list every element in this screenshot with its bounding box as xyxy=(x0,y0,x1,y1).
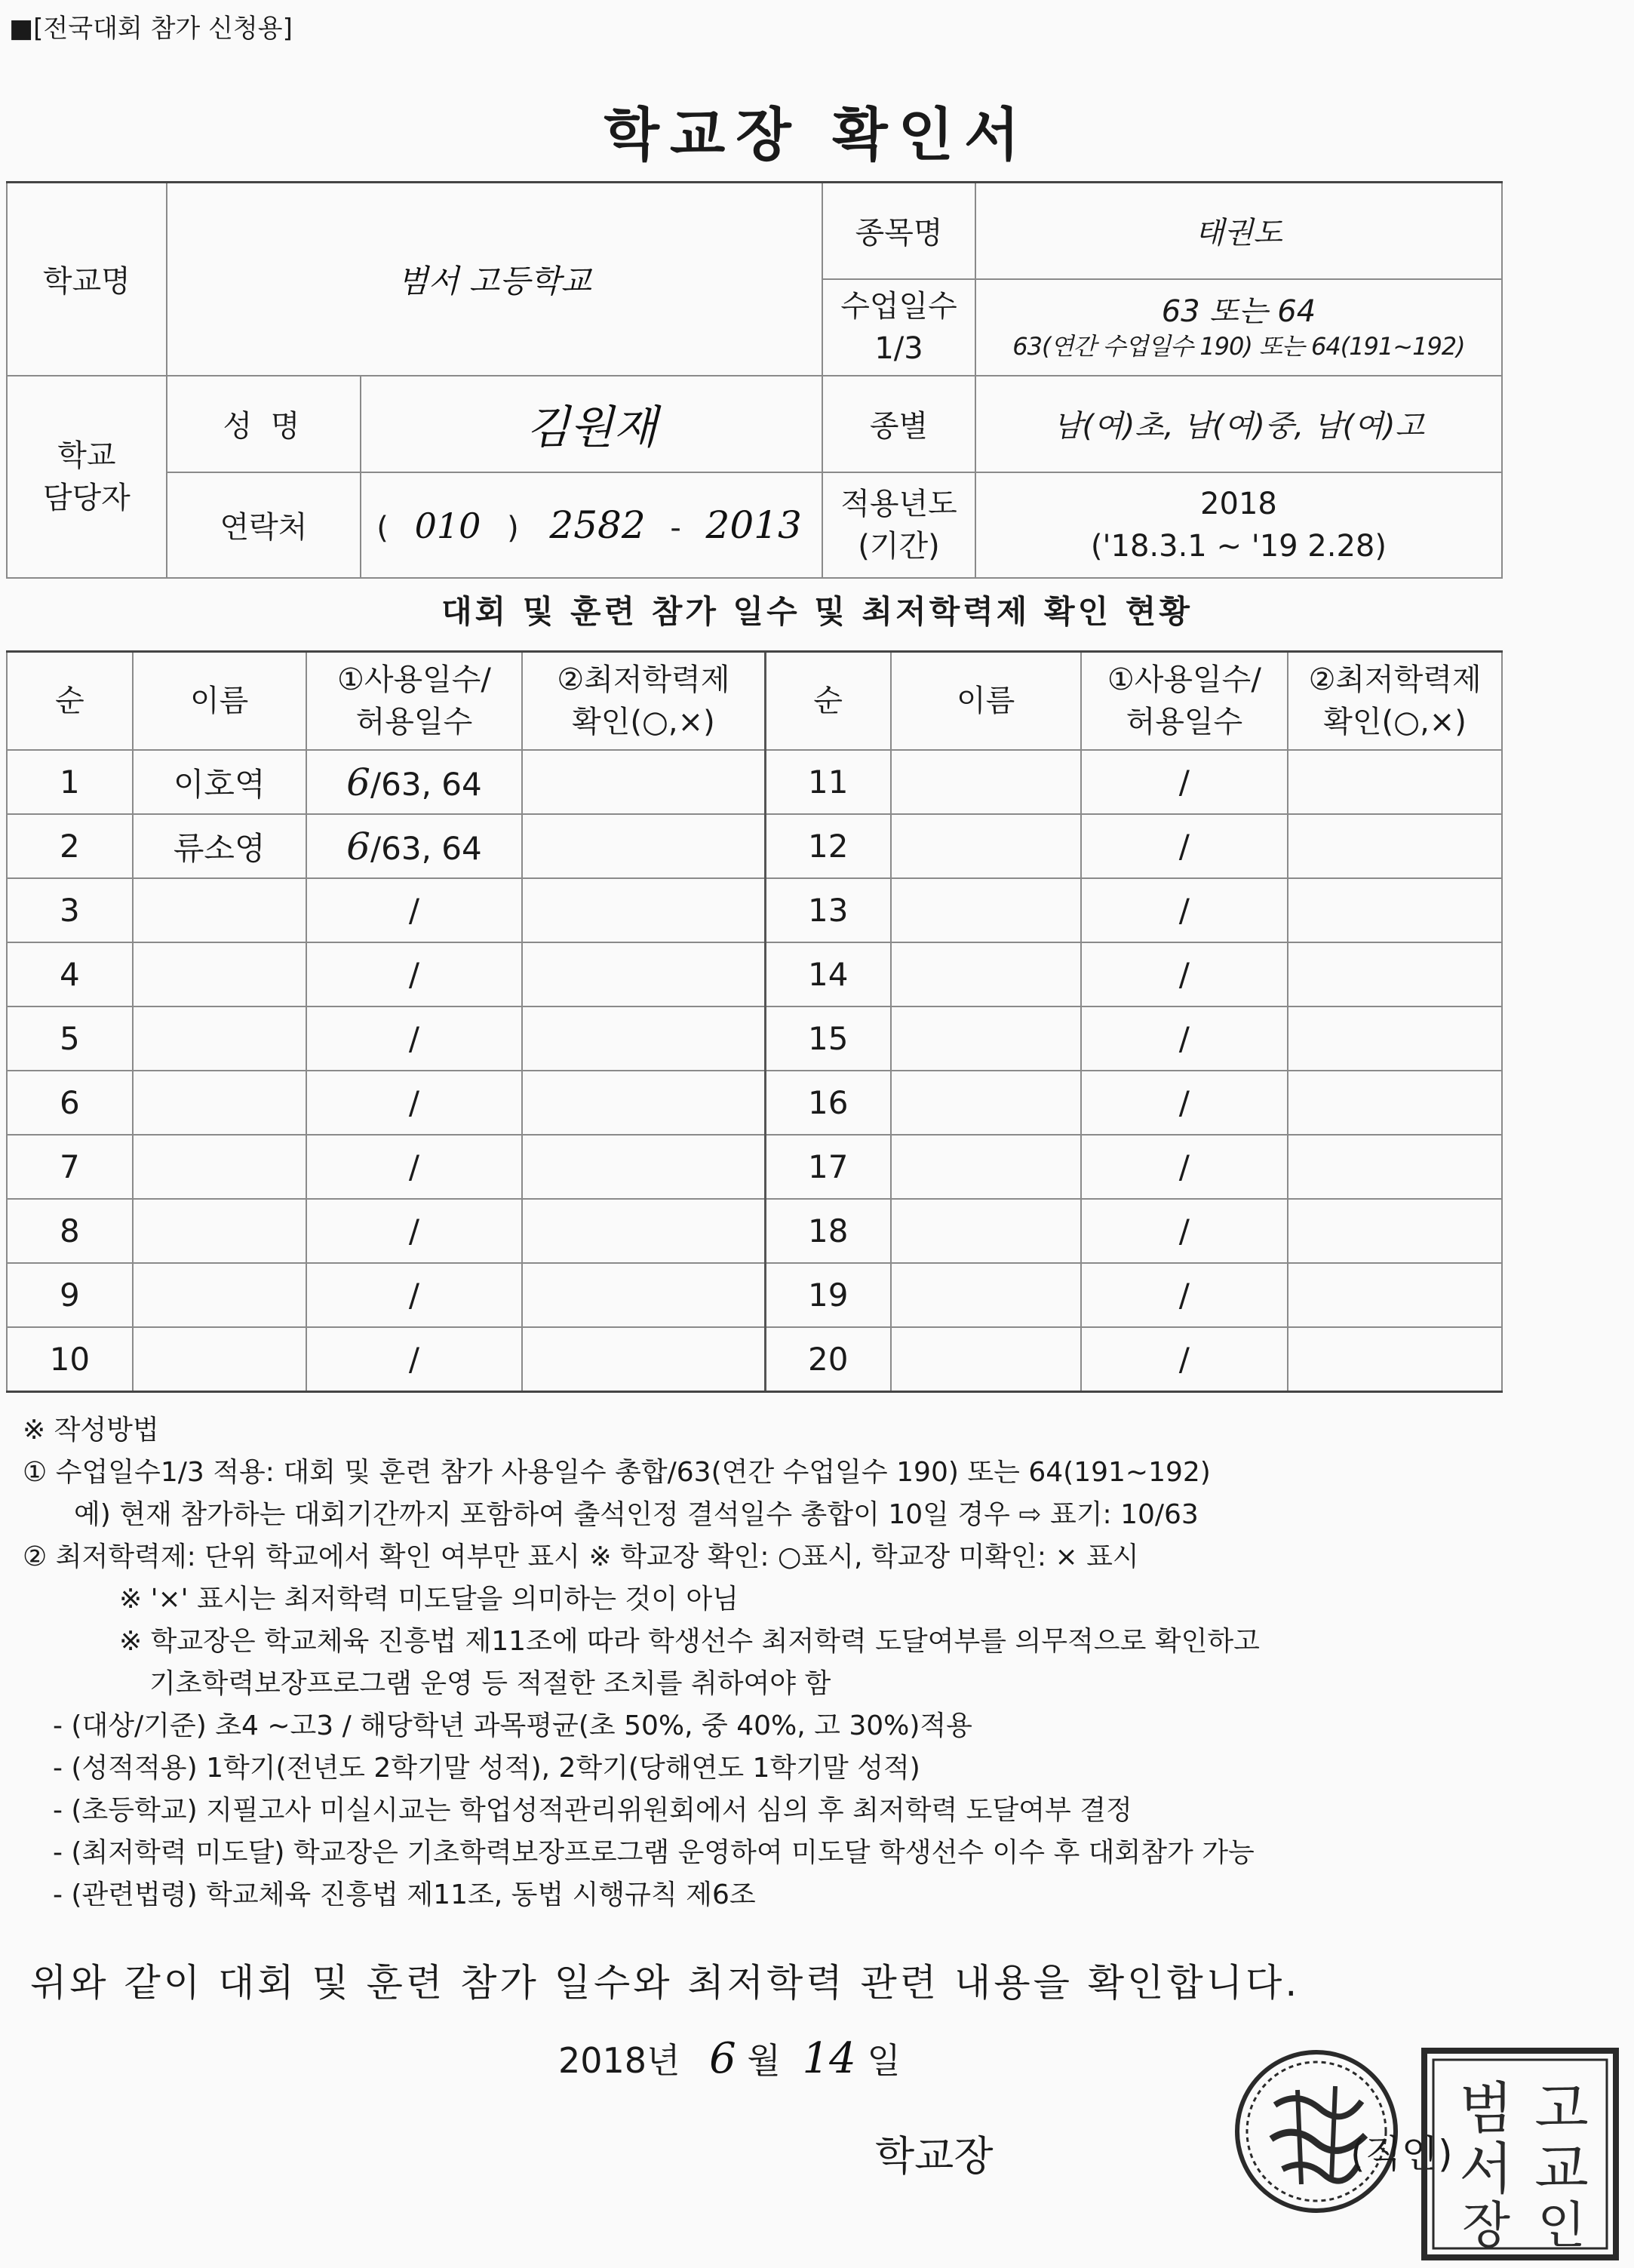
table-row xyxy=(7,814,1502,878)
row-allowed-days: / xyxy=(1081,1135,1288,1199)
manager-label-line2: 담당자 xyxy=(42,480,131,515)
confirmation-statement: 위와 같이 대회 및 훈련 참가 일수와 최저학력 관련 내용을 확인합니다. xyxy=(30,1961,1301,2005)
row-no: 9 xyxy=(7,1263,133,1327)
row-no: 10 xyxy=(7,1327,133,1392)
col-no-header: 순 xyxy=(7,652,133,751)
year-value-line1: 2018 xyxy=(1200,486,1277,521)
phone-close-paren: ) xyxy=(507,510,519,545)
row-name xyxy=(891,878,1081,942)
row-check xyxy=(1288,1199,1502,1263)
row-check xyxy=(522,1135,765,1199)
days-value-line2: 63(연간 수업일수 190) 또는 64(191~192) xyxy=(1012,331,1465,361)
row-no: 5 xyxy=(7,1006,133,1071)
row-check xyxy=(1288,1071,1502,1135)
year-label-line1: 적용년도 xyxy=(840,486,957,521)
row-check xyxy=(522,878,765,942)
row-name xyxy=(891,1327,1081,1392)
row-name xyxy=(891,1006,1081,1071)
table-row xyxy=(7,878,1502,942)
row-name xyxy=(891,1135,1081,1199)
document-title: 학교장 확인서 xyxy=(604,101,1030,168)
row-no: 18 xyxy=(765,1199,891,1263)
days-label-line2: 1/3 xyxy=(874,330,923,366)
table-header-row xyxy=(7,652,1502,751)
row-allowed-days: / xyxy=(1081,878,1288,942)
date-month-unit: 월 xyxy=(747,2040,781,2081)
instruction-line: - (성적적용) 1학기(전년도 2학기말 성적), 2학기(당해연도 1학기말 성적) xyxy=(53,1753,920,1784)
phone-dash: - xyxy=(670,510,681,545)
row-no: 4 xyxy=(7,942,133,1006)
year-value-line2: ('18.3.1 ~ '19 2.28) xyxy=(1090,528,1387,564)
svg-text:교: 교 xyxy=(1534,2137,1589,2202)
row-no: 17 xyxy=(765,1135,891,1199)
row-no: 3 xyxy=(7,878,133,942)
row-no: 12 xyxy=(765,814,891,878)
row-name xyxy=(891,942,1081,1006)
row-allowed-days: / xyxy=(1081,1071,1288,1135)
row-used-days: 6 xyxy=(346,760,370,804)
date-day-unit: 일 xyxy=(867,2040,901,2081)
row-no: 13 xyxy=(765,878,891,942)
instruction-line: ① 수업일수1/3 적용: 대회 및 훈련 참가 사용일수 총합/63(연간 수업일수 190) 또는 64(191~192) xyxy=(23,1457,1211,1488)
row-allowed-days: / xyxy=(306,878,523,942)
manager-name-value: 김원재 xyxy=(361,376,822,472)
row-no: 19 xyxy=(765,1263,891,1327)
svg-text:범: 범 xyxy=(1459,2076,1513,2141)
days-value-line1: 63 또는 64 xyxy=(1161,293,1316,329)
row-name xyxy=(133,1327,306,1392)
row-name xyxy=(133,1199,306,1263)
sport-label: 종목명 xyxy=(822,183,975,279)
row-name xyxy=(133,1006,306,1071)
row-check xyxy=(1288,1263,1502,1327)
row-allowed-days: / xyxy=(306,1263,523,1327)
row-no: 15 xyxy=(765,1006,891,1071)
row-name xyxy=(133,942,306,1006)
row-check xyxy=(1288,1135,1502,1199)
row-check xyxy=(522,1071,765,1135)
row-allowed-days: / xyxy=(1081,942,1288,1006)
row-name xyxy=(891,1263,1081,1327)
row-no: 20 xyxy=(765,1327,891,1392)
form-tag: ■[전국대회 참가 신청용] xyxy=(9,14,293,44)
date-month: 6 xyxy=(709,2034,736,2083)
phone-area-code: 010 xyxy=(414,505,481,546)
list-subtitle: 대회 및 훈련 참가 일수 및 최저학력제 확인 현황 xyxy=(441,593,1193,630)
row-no: 1 xyxy=(7,750,133,814)
row-allowed-days: / xyxy=(306,1199,523,1263)
row-check xyxy=(522,942,765,1006)
category-label: 종별 xyxy=(822,376,975,472)
row-check xyxy=(522,814,765,878)
instruction-line: ※ 학교장은 학교체육 진흥법 제11조에 따라 학생선수 최저학력 도달여부를 의무적으로 확인하고 xyxy=(119,1626,1260,1657)
instruction-line: 예) 현재 참가하는 대회기간까지 포함하여 출석인정 결석일수 총합이 10일 경우 ⇨ 표기: 10/63 xyxy=(74,1499,1199,1530)
table-row xyxy=(7,1006,1502,1071)
signature-date xyxy=(558,2033,901,2083)
row-allowed-days: / xyxy=(306,1071,523,1135)
seal-label: (직인) xyxy=(1350,2132,1453,2176)
row-no: 7 xyxy=(7,1135,133,1199)
col-check-header-line2: 확인(○,×) xyxy=(572,705,715,739)
sport-value: 태권도 xyxy=(975,183,1502,279)
date-day: 14 xyxy=(802,2034,856,2083)
row-allowed-days: / xyxy=(306,942,523,1006)
table-row xyxy=(7,1071,1502,1135)
row-check xyxy=(1288,878,1502,942)
row-allowed-days: / xyxy=(306,1135,523,1199)
svg-text:장: 장 xyxy=(1462,2196,1510,2254)
row-check xyxy=(1288,1006,1502,1071)
name-label: 성 명 xyxy=(167,376,361,472)
col-usage-header-right-line1: ①사용일수/ xyxy=(1107,662,1261,697)
row-check xyxy=(1288,814,1502,878)
principal-label: 학교장 xyxy=(875,2132,994,2180)
participant-table xyxy=(6,650,1503,1393)
col-usage-header-line2: 허용일수 xyxy=(355,705,473,739)
row-check xyxy=(522,1327,765,1392)
col-name-header: 이름 xyxy=(133,652,306,751)
row-name xyxy=(891,1071,1081,1135)
year-label-line2: (기간) xyxy=(858,528,940,564)
instructions-heading: ※ 작성방법 xyxy=(23,1415,159,1446)
instruction-line: ※ '×' 표시는 최저학력 미도달을 의미하는 것이 아님 xyxy=(119,1584,739,1615)
col-check-header-right-line2: 확인(○,×) xyxy=(1323,705,1467,739)
row-allowed-days: /63, 64 xyxy=(370,829,482,867)
row-used-days: 6 xyxy=(346,824,370,868)
row-no: 16 xyxy=(765,1071,891,1135)
row-name xyxy=(133,878,306,942)
phone-middle: 2582 xyxy=(549,502,646,547)
instruction-line: ② 최저학력제: 단위 학교에서 확인 여부만 표시 ※ 학교장 확인: ○표시, 학교장 미확인: × 표시 xyxy=(23,1541,1139,1572)
row-check xyxy=(1288,942,1502,1006)
col-usage-header-right-line2: 허용일수 xyxy=(1126,705,1243,739)
instruction-line: - (최저학력 미도달) 학교장은 기초학력보장프로그램 운영하여 미도달 학생선수 이수 후 대회참가 가능 xyxy=(53,1837,1255,1868)
table-row xyxy=(7,750,1502,814)
school-name-value: 범서 고등학교 xyxy=(167,183,823,376)
category-value: 남(여)초, 남(여)중, 남(여)고 xyxy=(975,376,1502,472)
row-allowed-days: / xyxy=(306,1006,523,1071)
row-allowed-days: / xyxy=(1081,1327,1288,1392)
phone-open-paren: ( xyxy=(376,510,389,545)
row-check xyxy=(522,1263,765,1327)
row-name xyxy=(133,1263,306,1327)
row-allowed-days: / xyxy=(1081,1006,1288,1071)
instruction-line: - (관련법령) 학교체육 진흥법 제11조, 동법 시행규칙 제6조 xyxy=(53,1879,756,1910)
row-allowed-days: / xyxy=(1081,814,1288,878)
row-allowed-days: / xyxy=(306,1327,523,1392)
row-name: 류소영 xyxy=(133,814,306,878)
row-name xyxy=(133,1135,306,1199)
phone-last: 2013 xyxy=(705,502,802,547)
svg-text:고: 고 xyxy=(1534,2076,1589,2141)
table-row xyxy=(7,1327,1502,1392)
table-row xyxy=(7,1135,1502,1199)
info-table xyxy=(6,181,1503,579)
school-name-label: 학교명 xyxy=(7,183,167,376)
manager-label-line1: 학교 xyxy=(57,438,116,473)
table-row xyxy=(7,942,1502,1006)
col-usage-header-line1: ①사용일수/ xyxy=(336,662,491,697)
row-name xyxy=(891,750,1081,814)
col-check-header-line1: ②최저학력제 xyxy=(557,662,730,697)
table-row xyxy=(7,1263,1502,1327)
contact-label: 연락처 xyxy=(167,472,361,578)
row-name: 이호역 xyxy=(133,750,306,814)
days-label-line1: 수업일수 xyxy=(840,288,957,324)
row-allowed-days: / xyxy=(1081,1199,1288,1263)
row-no: 14 xyxy=(765,942,891,1006)
school-seal-stamp xyxy=(1418,2045,1622,2263)
contact-value xyxy=(361,472,822,578)
row-no: 6 xyxy=(7,1071,133,1135)
instruction-line: - (초등학교) 지필고사 미실시교는 학업성적관리위원회에서 심의 후 최저학력 도달여부 결정 xyxy=(53,1795,1132,1826)
row-allowed-days: /63, 64 xyxy=(370,765,482,803)
row-allowed-days: / xyxy=(1081,750,1288,814)
row-name xyxy=(133,1071,306,1135)
col-no-header-right: 순 xyxy=(765,652,891,751)
instructions xyxy=(23,1409,1607,1916)
row-name xyxy=(891,814,1081,878)
date-year: 2018년 xyxy=(558,2040,680,2081)
row-check xyxy=(522,1006,765,1071)
instruction-line: 기초학력보장프로그램 운영 등 적절한 조치를 취하여야 함 xyxy=(149,1668,831,1699)
row-check xyxy=(522,750,765,814)
svg-text:인: 인 xyxy=(1537,2196,1586,2254)
row-no: 2 xyxy=(7,814,133,878)
col-check-header-right-line1: ②최저학력제 xyxy=(1308,662,1482,697)
row-check xyxy=(1288,1327,1502,1392)
col-name-header-right: 이름 xyxy=(891,652,1081,751)
instruction-line: - (대상/기준) 초4 ~고3 / 해당학년 과목평균(초 50%, 중 40%, 고 30%)적용 xyxy=(53,1710,972,1741)
row-allowed-days: / xyxy=(1081,1263,1288,1327)
row-name xyxy=(891,1199,1081,1263)
row-no: 8 xyxy=(7,1199,133,1263)
row-check xyxy=(522,1199,765,1263)
svg-text:서: 서 xyxy=(1459,2137,1513,2202)
row-check xyxy=(1288,750,1502,814)
table-row xyxy=(7,1199,1502,1263)
row-no: 11 xyxy=(765,750,891,814)
